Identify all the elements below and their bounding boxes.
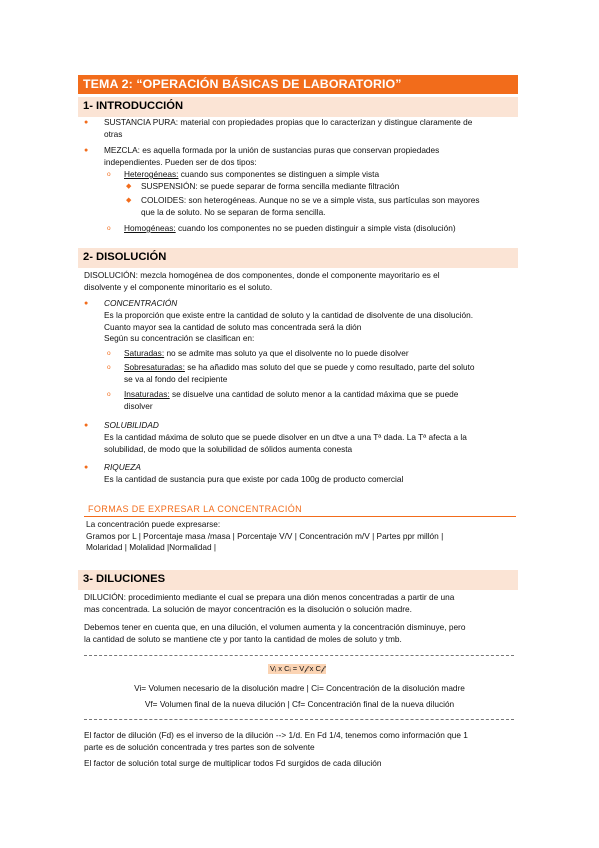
list-item-saturadas: [124, 348, 409, 360]
paragraph-factor-dilucion: [84, 730, 468, 753]
text: no se admite mas soluto ya que el disolvente no lo puede disolver: [164, 348, 409, 358]
list-item-suspension: [141, 181, 399, 193]
paragraph-formas: [86, 519, 443, 554]
term: DISOLUCIÓN:: [84, 270, 138, 280]
diamond-bullet-icon: ◆: [126, 183, 132, 190]
bullet-icon: ●: [84, 464, 89, 471]
bullet-icon: ●: [84, 119, 89, 126]
section-heading: 2- DISOLUCIÓN: [83, 251, 167, 263]
paragraph-dilucion-def: [84, 592, 454, 615]
bullet-icon: ●: [84, 422, 89, 429]
bullet-icon: ●: [84, 147, 89, 154]
text: son heterogéneas. Aunque no se ve a simple vista, sus partículas son mayores: [186, 195, 480, 205]
dashed-divider: [84, 719, 514, 720]
list-item-insaturadas: [124, 389, 458, 412]
text: Según su concentración se clasifican en:: [104, 333, 255, 344]
section-heading: 1- INTRODUCCIÓN: [83, 100, 184, 112]
text: se disuelve una cantidad de soluto menor a la cantidad máxima que se puede: [169, 389, 459, 399]
formas-heading: FORMAS DE EXPRESAR LA CONCENTRACIÓN: [88, 504, 303, 514]
paragraph-factor-total: El factor de solución total surge de multiplicar todos Fd surgidos de cada dilución: [84, 758, 382, 768]
text: parte es de solución concentrada y tres partes son de solvente: [84, 741, 315, 752]
text: La concentración puede expresarse:: [86, 519, 221, 529]
circle-bullet-icon: o: [107, 364, 111, 371]
list-item-heterogeneas: [124, 169, 379, 181]
circle-bullet-icon: o: [107, 171, 111, 178]
text: solubilidad, de modo que la solubilidad de sólidos aumenta conesta: [104, 443, 353, 454]
term: MEZCLA:: [104, 145, 140, 155]
document-title: TEMA 2: “OPERACIÓN BÁSICAS DE LABORATORIO”: [83, 77, 402, 91]
text: se ha añadido mas soluto del que se puede y como resultado, parte del soluto: [184, 362, 475, 372]
text: se puede separar de forma sencilla mediante filtración: [197, 181, 400, 191]
circle-bullet-icon: o: [107, 391, 111, 398]
formula: Vᵢ x Cᵢ = V𝒻 x C𝒻: [270, 664, 325, 673]
text: Cuanto mayor sea la cantidad de soluto mas concentrada será la dión: [104, 321, 362, 332]
formula-legend-vi: Vi= Volumen necesario de la disolución madre | Ci= Concentración de la disolución madre: [134, 683, 465, 693]
list-item-sustancia-pura: [104, 117, 472, 140]
text: es aquella formada por la unión de sustancias puras que conservan propiedades: [139, 145, 440, 155]
dashed-divider: [84, 655, 514, 656]
title-bar: [78, 75, 518, 94]
text: disolvente y el componente minoritario es el soluto.: [84, 281, 273, 292]
text: material con propiedades propias que lo caracterizan y distingue claramente de: [178, 117, 473, 127]
term: Saturadas:: [124, 348, 165, 358]
paragraph-concentracion: [104, 310, 473, 345]
section-heading: 3- DILUCIONES: [83, 573, 166, 585]
text: Debemos tener en cuenta que, en una dilución, el volumen aumenta y la concentración disminuye, pero: [84, 622, 466, 632]
term: SUSPENSIÓN:: [141, 181, 198, 191]
divider: [84, 516, 516, 517]
text: procedimiento mediante el cual se prepara una dión menos concentradas a partir de una: [125, 592, 455, 602]
text: Gramos por L | Porcentaje masa /masa | Porcentaje V/V | Concentración m/V | Partes ppr millón |: [86, 530, 444, 541]
term: Heterogéneas:: [124, 169, 179, 179]
text: El factor de dilución (Fd) es el inverso de la dilución --> 1/d. En Fd 1/4, tenemos como información que 1: [84, 730, 468, 740]
subheading-riqueza: RIQUEZA: [104, 462, 141, 472]
term: SUSTANCIA PURA:: [104, 117, 179, 127]
text: otras: [104, 128, 123, 139]
list-item-sobresaturadas: [124, 362, 475, 385]
subheading-solubilidad: SOLUBILIDAD: [104, 420, 159, 430]
formula-legend-vf: Vf= Volumen final de la nueva dilución | Cf= Concentración final de la nueva dilución: [144, 699, 455, 709]
circle-bullet-icon: o: [107, 350, 111, 357]
text: cuando sus componentes se distinguen a simple vista: [178, 169, 380, 179]
term: Homogéneas:: [124, 223, 176, 233]
text: independientes. Pueden ser de dos tipos:: [104, 156, 257, 167]
term: COLOIDES:: [141, 195, 187, 205]
list-item-coloides: [141, 195, 480, 218]
text: mas concentrada. La solución de mayor concentración es la disolución o solución madre.: [84, 603, 412, 614]
text: se va al fondo del recipiente: [124, 373, 228, 384]
text: que la de soluto. No se separan de forma sencilla.: [141, 206, 326, 217]
section-header-disolucion: [78, 248, 518, 268]
text: Es la cantidad máxima de soluto que se puede disolver en un dtve a una Tª dada. La Tª afecta a la: [104, 432, 467, 442]
term: DILUCIÓN:: [84, 592, 126, 602]
paragraph-disolucion-def: [84, 270, 440, 293]
list-item-mezcla: [104, 145, 439, 168]
subheading-concentracion: CONCENTRACIÓN: [104, 298, 178, 308]
text: Es la proporción que existe entre la cantidad de soluto y la cantidad de disolvente de una disolución.: [104, 310, 473, 320]
list-item-homogeneas: [124, 223, 456, 235]
text: Molaridad | Molalidad |Normalidad |: [86, 542, 217, 553]
circle-bullet-icon: o: [107, 225, 111, 232]
bullet-icon: ●: [84, 300, 89, 307]
section-header-diluciones: [78, 570, 518, 590]
text: disolver: [124, 400, 153, 411]
term: Sobresaturadas:: [124, 362, 185, 372]
text: mezcla homogénea de dos componentes, donde el componente mayoritario es el: [137, 270, 440, 280]
paragraph-riqueza: Es la cantidad de sustancia pura que existe por cada 100g de producto comercial: [104, 474, 404, 484]
paragraph-solubilidad: [104, 432, 467, 455]
term: Insaturadas:: [124, 389, 170, 399]
diamond-bullet-icon: ◆: [126, 197, 132, 204]
text: la cantidad de soluto se mantiene cte y por tanto la cantidad de moles de soluto y tmb.: [84, 633, 402, 644]
section-header-introduccion: [78, 97, 518, 117]
text: cuando los componentes no se pueden distinguir a simple vista (disolución): [175, 223, 456, 233]
paragraph-dilucion-2: [84, 622, 465, 645]
